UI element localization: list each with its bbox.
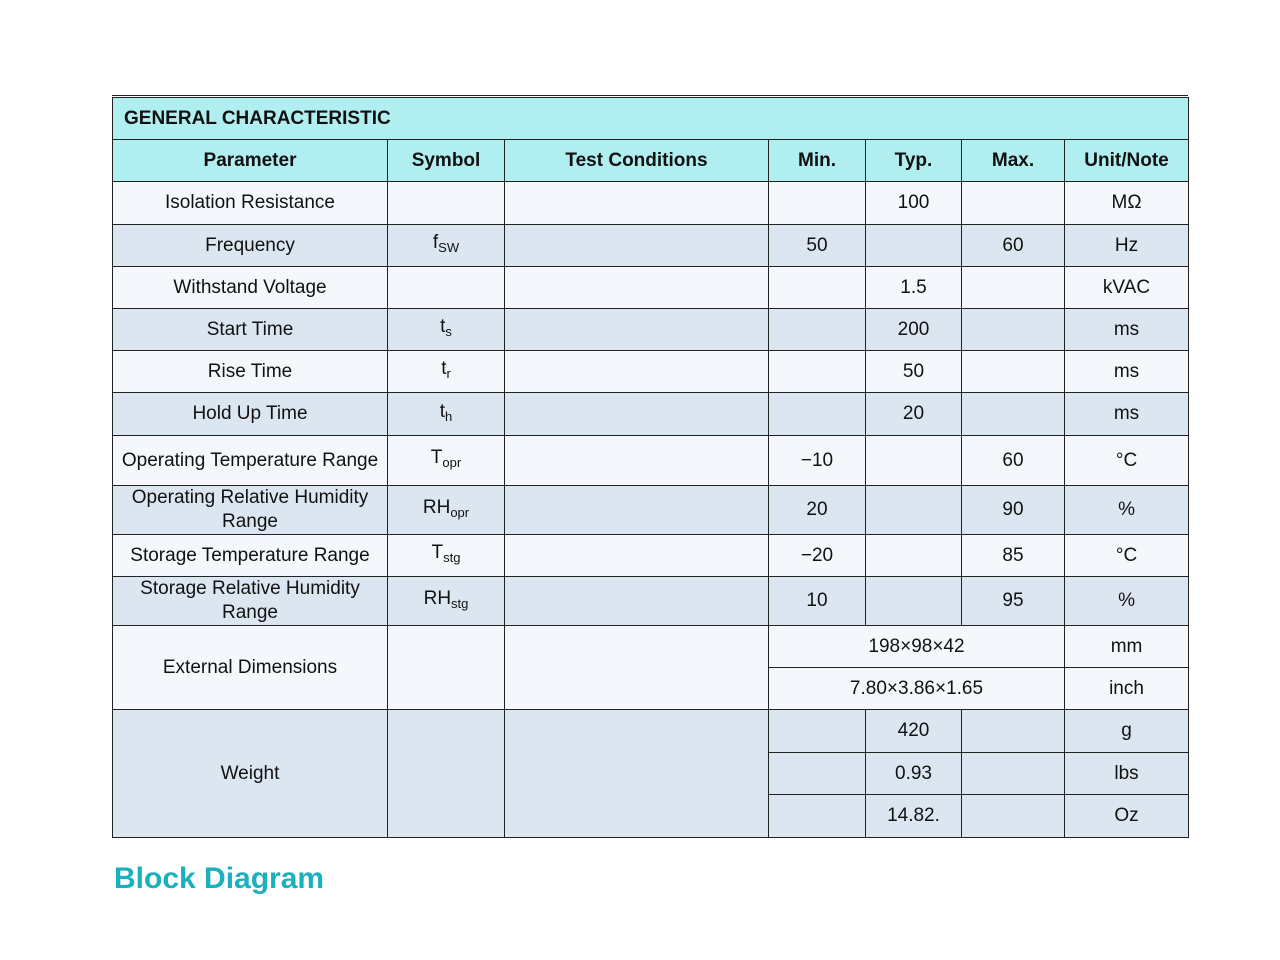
weight-unit-g: g xyxy=(1065,710,1189,753)
symbol-cell xyxy=(388,436,505,486)
dimensions-unit-mm: mm xyxy=(1065,626,1189,668)
header-row xyxy=(113,140,1189,182)
cell xyxy=(769,710,866,753)
col-unit: Unit/Note xyxy=(1065,140,1189,182)
col-symbol: Symbol xyxy=(388,140,505,182)
symbol-subscript: s xyxy=(445,324,452,339)
max-cell: 85 xyxy=(962,535,1065,577)
cell xyxy=(962,710,1065,753)
symbol-cell xyxy=(388,351,505,393)
symbol: t xyxy=(439,400,446,422)
symbol: t xyxy=(440,316,446,337)
table-row xyxy=(113,577,1189,626)
min-cell: −20 xyxy=(769,535,866,577)
param-cell: Start Time xyxy=(113,309,388,351)
symbol-cell xyxy=(388,486,505,535)
unit-cell: ms xyxy=(1065,309,1189,351)
symbol-subscript: SW xyxy=(438,240,460,255)
typ-cell xyxy=(866,436,962,486)
typ-cell xyxy=(866,577,962,626)
max-cell xyxy=(962,182,1065,225)
conditions-cell xyxy=(505,436,769,486)
typ-cell xyxy=(866,225,962,267)
symbol-subscript: r xyxy=(446,366,451,381)
dimensions-inch: 7.80×3.86×1.65 xyxy=(769,668,1065,710)
dimensions-conditions xyxy=(505,626,769,710)
symbol: RH xyxy=(423,587,452,609)
cell xyxy=(962,795,1065,838)
table-row xyxy=(113,535,1189,577)
weight-row xyxy=(113,710,1189,753)
max-cell xyxy=(962,351,1065,393)
dimensions-mm: 198×98×42 xyxy=(769,626,1065,668)
param-cell: Hold Up Time xyxy=(113,393,388,436)
symbol: T xyxy=(430,447,443,468)
symbol-cell xyxy=(388,182,505,225)
param-cell: Storage Relative Humidity Range xyxy=(113,577,388,626)
min-cell: −10 xyxy=(769,436,866,486)
min-cell xyxy=(769,267,866,309)
cell xyxy=(962,753,1065,795)
symbol-cell xyxy=(388,309,505,351)
symbol-cell xyxy=(388,225,505,267)
typ-cell: 200 xyxy=(866,309,962,351)
symbol: f xyxy=(432,232,439,253)
param-cell: Isolation Resistance xyxy=(113,182,388,225)
table-row xyxy=(113,351,1189,393)
unit-cell: ms xyxy=(1065,351,1189,393)
dimensions-symbol xyxy=(388,626,505,710)
typ-cell: 1.5 xyxy=(866,267,962,309)
min-cell xyxy=(769,393,866,436)
symbol-cell xyxy=(388,535,505,577)
symbol-subscript: h xyxy=(445,408,453,424)
max-cell: 95 xyxy=(962,577,1065,626)
typ-cell: 100 xyxy=(866,182,962,225)
conditions-cell xyxy=(505,393,769,436)
table-row xyxy=(113,309,1189,351)
symbol: RH xyxy=(422,496,451,518)
conditions-cell xyxy=(505,535,769,577)
unit-cell: ms xyxy=(1065,393,1189,436)
min-cell xyxy=(769,351,866,393)
min-cell xyxy=(769,182,866,225)
symbol-subscript: opr xyxy=(450,504,470,520)
typ-cell xyxy=(866,486,962,535)
weight-unit-oz: Oz xyxy=(1065,795,1189,838)
symbol-cell xyxy=(388,267,505,309)
table-title: GENERAL CHARACTERISTIC xyxy=(113,98,1189,140)
symbol: T xyxy=(431,542,444,563)
weight-lbs: 0.93 xyxy=(866,753,962,795)
symbol-cell xyxy=(388,393,505,436)
weight-g: 420 xyxy=(866,710,962,753)
table-row xyxy=(113,182,1189,225)
unit-cell: Hz xyxy=(1065,225,1189,267)
col-typ: Typ. xyxy=(866,140,962,182)
weight-conditions xyxy=(505,710,769,838)
conditions-cell xyxy=(505,486,769,535)
col-test-conditions: Test Conditions xyxy=(505,140,769,182)
max-cell: 90 xyxy=(962,486,1065,535)
cell xyxy=(769,753,866,795)
table-top-rule xyxy=(112,95,1188,96)
unit-cell: kVAC xyxy=(1065,267,1189,309)
unit-cell: MΩ xyxy=(1065,182,1189,225)
conditions-cell xyxy=(505,309,769,351)
max-cell xyxy=(962,267,1065,309)
col-parameter: Parameter xyxy=(113,140,388,182)
symbol-subscript: stg xyxy=(443,550,461,565)
symbol-subscript: stg xyxy=(451,595,469,611)
unit-cell: °C xyxy=(1065,436,1189,486)
typ-cell: 50 xyxy=(866,351,962,393)
param-cell: Rise Time xyxy=(113,351,388,393)
max-cell: 60 xyxy=(962,436,1065,486)
table-row xyxy=(113,225,1189,267)
block-diagram-heading: Block Diagram xyxy=(114,862,325,895)
symbol-cell xyxy=(388,577,505,626)
unit-cell: °C xyxy=(1065,535,1189,577)
dimensions-param: External Dimensions xyxy=(113,626,388,710)
unit-cell: % xyxy=(1065,577,1189,626)
min-cell: 50 xyxy=(769,225,866,267)
general-characteristic-table xyxy=(112,97,1189,838)
table-row xyxy=(113,267,1189,309)
min-cell: 20 xyxy=(769,486,866,535)
weight-oz: 14.82. xyxy=(866,795,962,838)
param-cell: Withstand Voltage xyxy=(113,267,388,309)
symbol: t xyxy=(441,358,447,379)
conditions-cell xyxy=(505,267,769,309)
dimensions-row xyxy=(113,626,1189,668)
typ-cell xyxy=(866,535,962,577)
conditions-cell xyxy=(505,577,769,626)
param-cell: Storage Temperature Range xyxy=(113,535,388,577)
unit-cell: % xyxy=(1065,486,1189,535)
col-max: Max. xyxy=(962,140,1065,182)
param-cell: Operating Temperature Range xyxy=(113,436,388,486)
table-row xyxy=(113,486,1189,535)
min-cell xyxy=(769,309,866,351)
weight-symbol xyxy=(388,710,505,838)
max-cell xyxy=(962,393,1065,436)
max-cell xyxy=(962,309,1065,351)
col-min: Min. xyxy=(769,140,866,182)
table-row xyxy=(113,393,1189,436)
conditions-cell xyxy=(505,351,769,393)
max-cell: 60 xyxy=(962,225,1065,267)
conditions-cell xyxy=(505,182,769,225)
dimensions-unit-inch: inch xyxy=(1065,668,1189,710)
weight-unit-lbs: lbs xyxy=(1065,753,1189,795)
table-row xyxy=(113,436,1189,486)
min-cell: 10 xyxy=(769,577,866,626)
param-cell: Operating Relative Humidity Range xyxy=(113,486,388,535)
symbol-subscript: opr xyxy=(442,455,462,470)
weight-param: Weight xyxy=(113,710,388,838)
conditions-cell xyxy=(505,225,769,267)
typ-cell: 20 xyxy=(866,393,962,436)
cell xyxy=(769,795,866,838)
param-cell: Frequency xyxy=(113,225,388,267)
